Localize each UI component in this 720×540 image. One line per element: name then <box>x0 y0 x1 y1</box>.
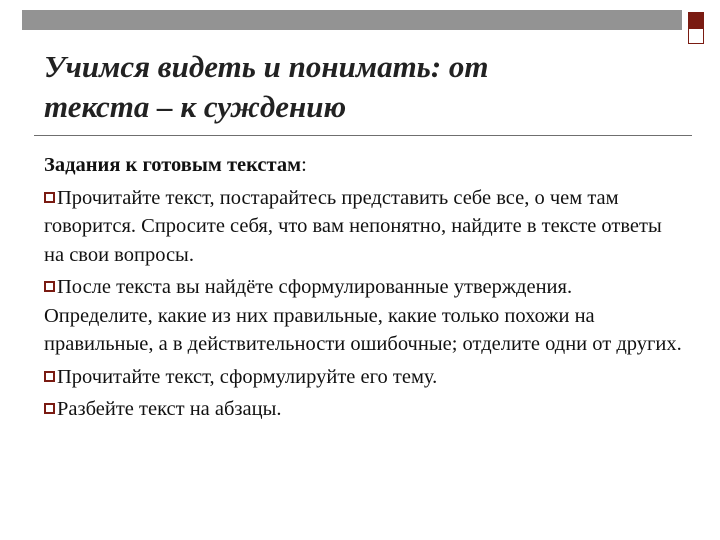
list-item-text: Разбейте текст на абзацы. <box>57 398 282 420</box>
hollow-square-bullet-icon <box>44 281 55 292</box>
hollow-square-bullet-icon <box>44 403 55 414</box>
list-item <box>44 184 684 270</box>
slide-title-line-2: текста – к суждению <box>44 89 347 124</box>
slide-title-line-1: Учимся видеть и понимать: от <box>44 49 489 84</box>
list-item <box>44 395 684 424</box>
slide-body <box>44 151 684 428</box>
corner-square-filled <box>688 12 704 28</box>
tasks-heading <box>44 151 684 180</box>
list-item-text: После текста вы найдёте сформулированные утверждения. Определите, какие из них правильные, какие только похожи на правильные, а в действительности ошибочные; отделите одни от других. <box>44 276 682 355</box>
list-item <box>44 273 684 359</box>
list-item-text: Прочитайте текст, сформулируйте его тему. <box>57 365 438 388</box>
tasks-heading-text: Задания к готовым текстам <box>44 154 302 176</box>
hollow-square-bullet-icon <box>44 192 55 203</box>
slide-title <box>44 47 684 127</box>
top-decorative-bar <box>22 10 682 30</box>
list-item <box>44 363 684 392</box>
list-item-text: Прочитайте текст, постарайтесь представить себе все, о чем там говорится. Спросите себя, что вам непонятно, найдите в тексте ответы на свои вопросы. <box>44 186 662 266</box>
title-divider <box>34 135 692 136</box>
corner-square-outline <box>688 28 704 44</box>
tasks-heading-colon: : <box>301 154 307 176</box>
hollow-square-bullet-icon <box>44 371 55 382</box>
